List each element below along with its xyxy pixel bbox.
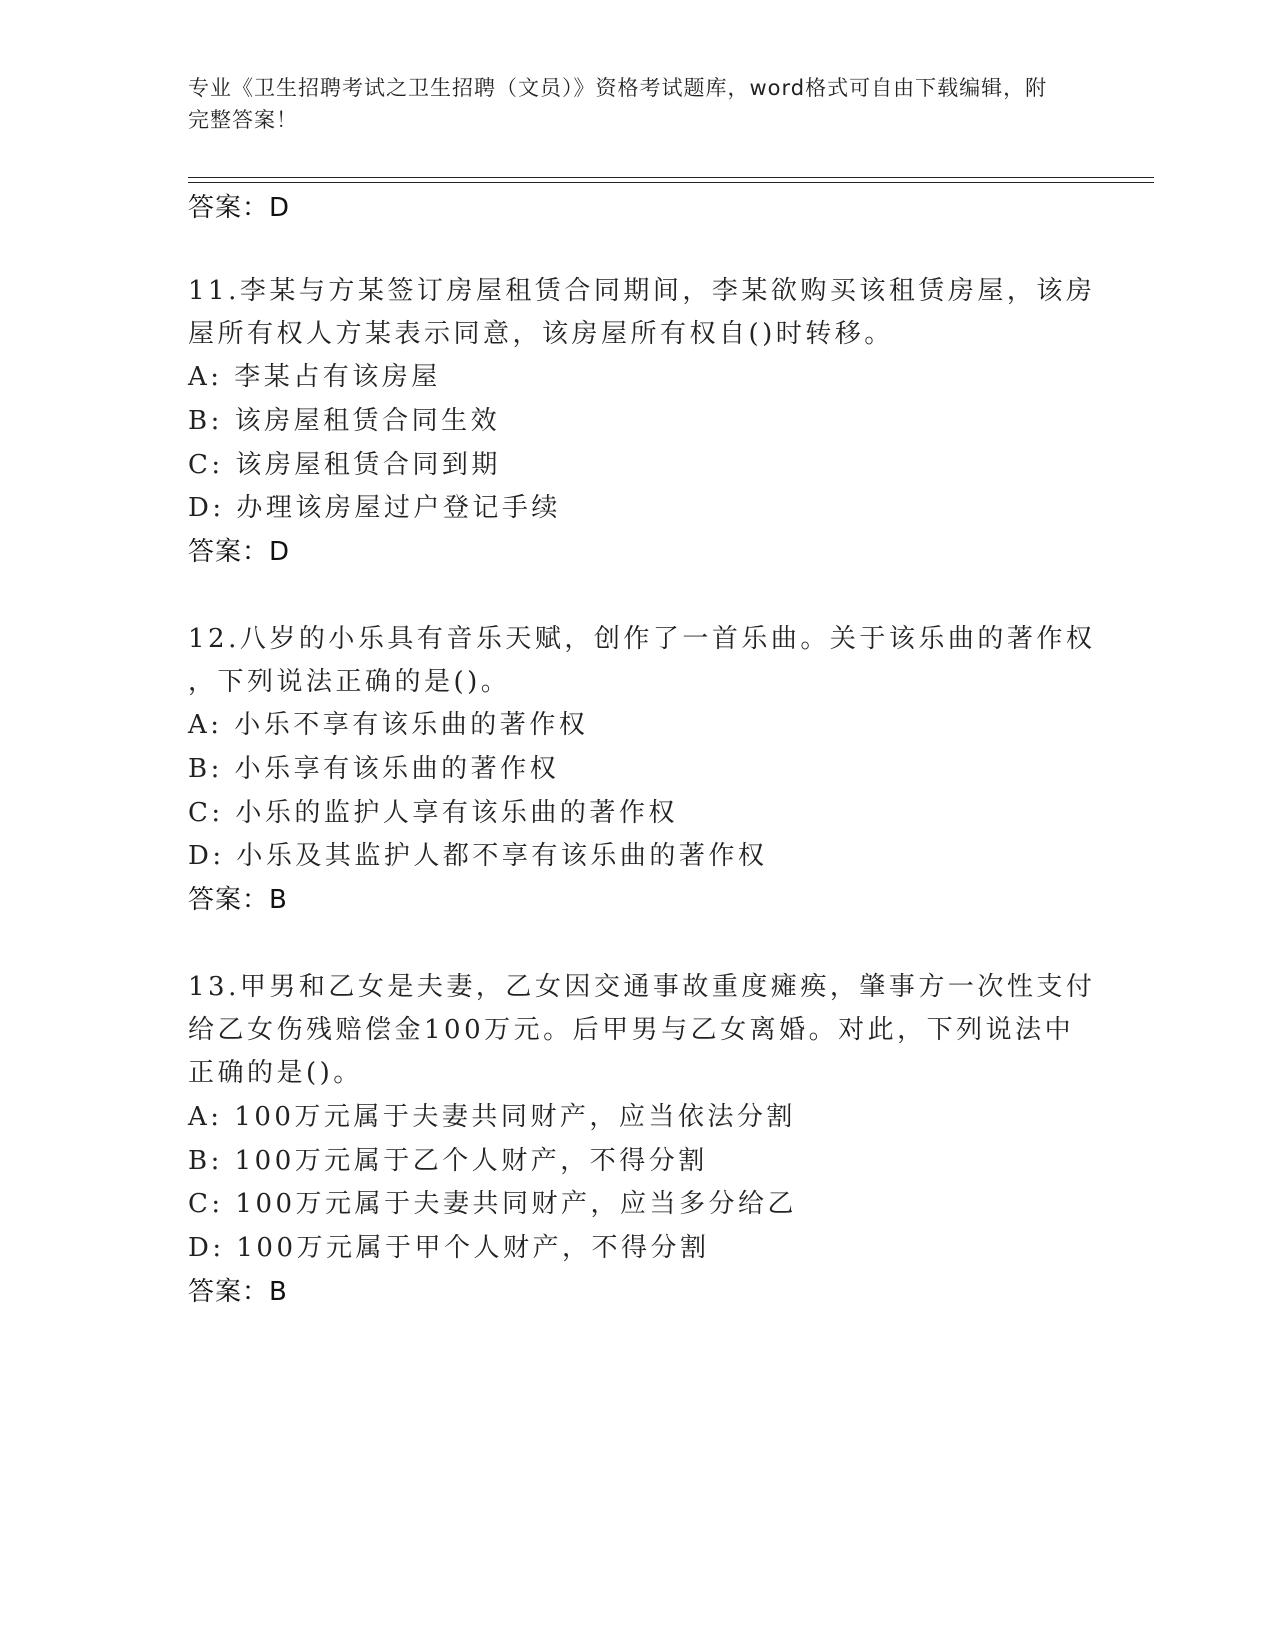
question-13-option-a: A: 100万元属于夫妻共同财产，应当依法分割 xyxy=(188,1102,796,1132)
question-12-option-b: B: 小乐享有该乐曲的著作权 xyxy=(188,754,560,784)
question-11-text-line-2: 屋所有权人方某表示同意，该房屋所有权自()时转移。 xyxy=(188,319,894,349)
question-13-text-line-1: 13.甲男和乙女是夫妻，乙女因交通事故重度瘫痪，肇事方一次性支付 xyxy=(188,972,1096,1002)
question-11-option-c: C: 该房屋租赁合同到期 xyxy=(188,450,501,480)
question-13-option-d: D: 100万元属于甲个人财产，不得分割 xyxy=(188,1233,710,1263)
answer-question-13: 答案：B xyxy=(188,1277,288,1307)
question-11-option-b: B: 该房屋租赁合同生效 xyxy=(188,406,501,436)
question-13-text-line-2: 给乙女伤残赔偿金100万元。后甲男与乙女离婚。对此，下列说法中 xyxy=(188,1015,1075,1045)
question-11-option-d: D: 办理该房屋过户登记手续 xyxy=(188,493,561,523)
question-11-option-a: A: 李某占有该房屋 xyxy=(188,362,441,392)
answer-question-11: 答案：D xyxy=(188,537,291,567)
question-12-option-c: C: 小乐的监护人享有该乐曲的著作权 xyxy=(188,798,678,828)
header-rule-bottom xyxy=(188,182,1154,183)
question-13-option-c: C: 100万元属于夫妻共同财产，应当多分给乙 xyxy=(188,1189,798,1219)
question-12-text-line-2: ，下列说法正确的是()。 xyxy=(188,667,511,697)
question-13-text-line-3: 正确的是()。 xyxy=(188,1058,363,1088)
header-rule-top xyxy=(188,177,1154,178)
question-13-option-b: B: 100万元属于乙个人财产，不得分割 xyxy=(188,1146,708,1176)
question-11-text-line-1: 11.李某与方某签订房屋租赁合同期间，李某欲购买该租赁房屋，该房 xyxy=(188,276,1096,306)
answer-question-12: 答案：B xyxy=(188,885,288,915)
question-12-text-line-1: 12.八岁的小乐具有音乐天赋，创作了一首乐曲。关于该乐曲的著作权 xyxy=(188,624,1096,654)
page-header-text: 专业《卫生招聘考试之卫生招聘（文员）》资格考试题库，word格式可自由下载编辑，附完整答案！ xyxy=(188,76,1048,132)
answer-previous: 答案：D xyxy=(188,193,291,223)
question-12-option-d: D: 小乐及其监护人都不享有该乐曲的著作权 xyxy=(188,841,768,871)
question-12-option-a: A: 小乐不享有该乐曲的著作权 xyxy=(188,710,589,740)
